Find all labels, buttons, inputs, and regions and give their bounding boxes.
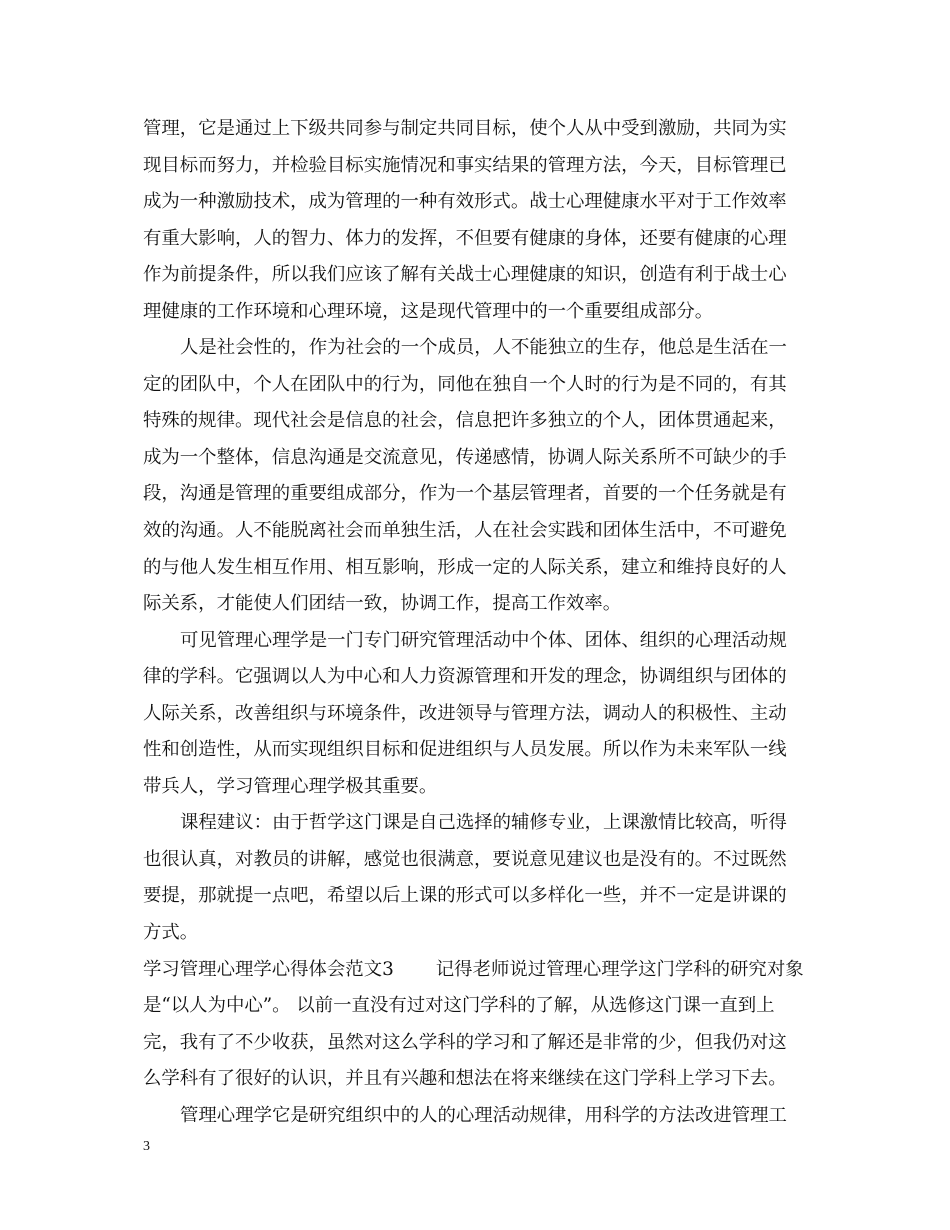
text-line: 带兵人，学习管理心理学极其重要。 (143, 775, 438, 797)
page-number: 3 (143, 1139, 150, 1154)
text-line: 人是社会性的，作为社会的一个成员，人不能独立的生存，他总是生活在一 (180, 337, 787, 359)
heading-line (143, 952, 815, 989)
text-line: 性和创造性，从而实现组织目标和促进组织与人员发展。所以作为未来军队一线 (143, 739, 787, 761)
text-line: 律的学科。它强调以人为中心和人力资源管理和开发的理念，协调组织与团体的 (143, 666, 787, 688)
text-line: 要提，那就提一点吧，希望以后上课的形式可以多样化一些，并不一定是讲课的 (143, 885, 787, 907)
body-text (143, 111, 815, 1134)
section-heading: 学习管理心理学心得体会范文3 (143, 958, 394, 980)
text-line: 作为前提条件，所以我们应该了解有关战士心理健康的知识，创造有利于战士心 (143, 264, 787, 286)
text-line: 定的团队中，个人在团队中的行为，同他在独自一个人时的行为是不同的，有其 (143, 373, 787, 395)
text-line: 也很认真，对教员的讲解，感觉也很满意，要说意见建议也是没有的。不过既然 (143, 848, 787, 870)
text-line: 是“以人为中心”。 以前一直没有过对这门学科的了解，从选修这门课一直到上 (143, 995, 775, 1017)
text-line: 么学科有了很好的认识，并且有兴趣和想法在将来继续在这门学科上学习下去。 (143, 1068, 787, 1090)
text-line: 管理，它是通过上下级共同参与制定共同目标，使个人从中受到激励，共同为实 (143, 118, 787, 139)
text-line: 记得老师说过管理心理学这门学科的研究对象 (435, 958, 804, 980)
text-line: 际关系，才能使人们团结一致，协调工作，提高工作效率。 (143, 593, 622, 615)
text-line: 有重大影响，人的智力、体力的发挥，不但要有健康的身体，还要有健康的心理 (143, 227, 787, 249)
text-line: 课程建议：由于哲学这门课是自己选择的辅修专业，上课激情比较高，听得 (180, 812, 787, 834)
text-line: 可见管理心理学是一门专门研究管理活动中个体、团体、组织的心理活动规 (180, 629, 787, 651)
text-line: 理健康的工作环境和心理环境，这是现代管理中的一个重要组成部分。 (143, 300, 714, 322)
text-line: 效的沟通。人不能脱离社会而单独生活，人在社会实践和团体生活中，不可避免 (143, 520, 787, 542)
text-line: 成为一种激励技术，成为管理的一种有效形式。战士心理健康水平对于工作效率 (143, 191, 787, 213)
text-line: 管理心理学它是研究组织中的人的心理活动规律，用科学的方法改进管理工 (180, 1104, 787, 1126)
text-line: 段，沟通是管理的重要组成部分，作为一个基层管理者，首要的一个任务就是有 (143, 483, 787, 505)
text-line: 现目标而努力，并检验目标实施情况和事实结果的管理方法，今天，目标管理已 (143, 154, 787, 176)
text-line: 成为一个整体，信息沟通是交流意见，传递感情，协调人际关系所不可缺少的手 (143, 446, 787, 468)
text-line: 方式。 (143, 922, 199, 944)
text-line: 特殊的规律。现代社会是信息的社会，信息把许多独立的个人，团体贯通起来， (143, 410, 787, 432)
text-line: 人际关系，改善组织与环境条件，改进领导与管理方法，调动人的积极性、主动 (143, 702, 787, 724)
text-line: 完，我有了不少收获，虽然对这么学科的学习和了解还是非常的少，但我仍对这 (143, 1031, 787, 1053)
text-line: 的与他人发生相互作用、相互影响，形成一定的人际关系，建立和维持良好的人 (143, 556, 787, 578)
